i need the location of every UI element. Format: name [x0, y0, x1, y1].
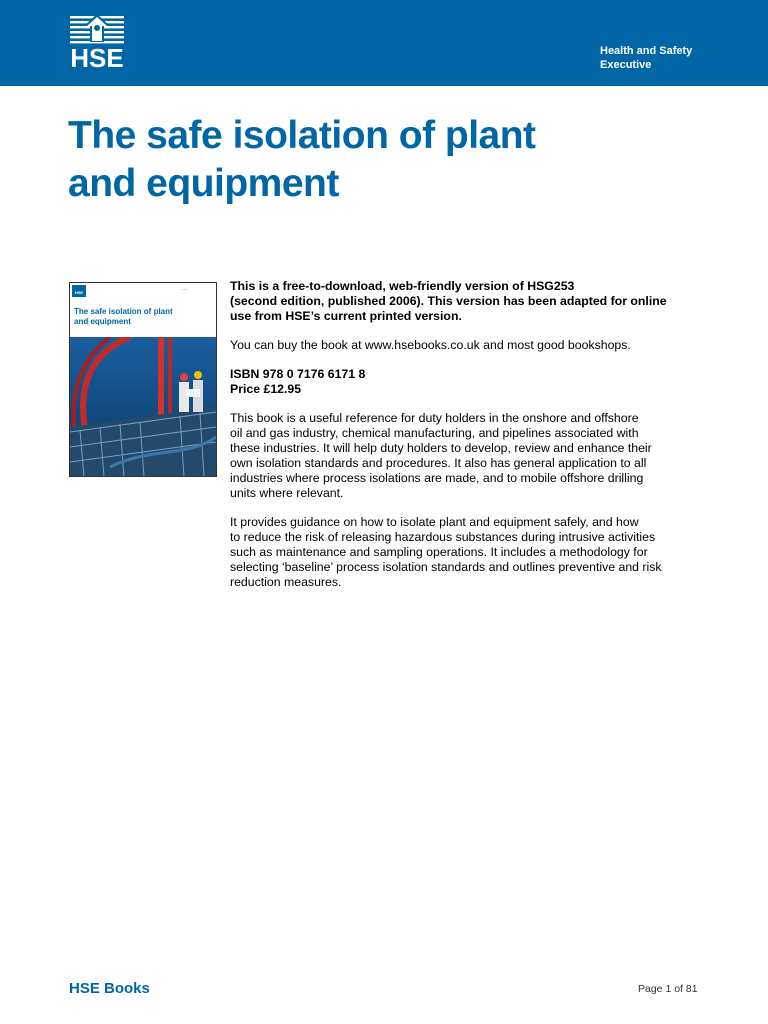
buy-paragraph: [230, 338, 698, 353]
cover-logo-text: HSE: [74, 290, 84, 295]
title-line2: and equipment: [68, 162, 339, 205]
cover-org-mark: ——: [182, 287, 188, 291]
cover-title-line1: The safe isolation of plant: [74, 307, 173, 316]
description-line: these industries. It will help duty holders to develop, review and enhance their: [230, 441, 652, 455]
description-line: own isolation standards and procedures. It also has general application to all: [230, 456, 647, 470]
isbn: ISBN 978 0 7176 6171 8: [230, 367, 366, 381]
guidance-line: to reduce the risk of releasing hazardous substances during intrusive activities: [230, 530, 656, 544]
footer-brand: HSE Books: [69, 980, 150, 997]
logo-text: HSE: [70, 43, 124, 73]
hse-logo: [68, 14, 126, 72]
document-title: [68, 112, 688, 208]
description-line: oil and gas industry, chemical manufacturing, and pipelines associated with: [230, 426, 639, 440]
cover-photo: [70, 337, 216, 477]
description-paragraph: [230, 411, 698, 501]
guidance-line: such as maintenance and sampling operations. It includes a methodology for: [230, 545, 648, 559]
cover-title-line2: and equipment: [74, 317, 131, 326]
title-line1: The safe isolation of plant: [68, 114, 536, 157]
buy-text: You can buy the book at www.hsebooks.co.uk and most good bookshops.: [230, 338, 631, 352]
intro-text: [230, 279, 698, 604]
book-cover-image: [69, 282, 217, 477]
org-name-line1: Health and Safety: [600, 45, 693, 57]
lead-line: use from HSE’s current printed version.: [230, 309, 462, 323]
guidance-line: reduction measures.: [230, 575, 342, 589]
guidance-paragraph: [230, 515, 698, 590]
hse-logo-icon: [70, 14, 124, 44]
header-band: [0, 0, 768, 86]
guidance-line: It provides guidance on how to isolate plant and equipment safely, and how: [230, 515, 639, 529]
guidance-line: selecting ‘baseline’ process isolation standards and outlines preventive and risk: [230, 560, 662, 574]
lead-paragraph: [230, 279, 698, 324]
description-line: industries where process isolations are made, and to mobile offshore drilling: [230, 471, 644, 485]
cover-header: [70, 283, 216, 337]
lead-line: (second edition, published 2006). This version has been adapted for online: [230, 294, 667, 308]
org-name-line2: Executive: [600, 59, 652, 71]
isbn-price-block: [230, 367, 698, 397]
price: Price £12.95: [230, 382, 302, 396]
lead-line: This is a free-to-download, web-friendly version of HSG253: [230, 279, 575, 293]
description-line: This book is a useful reference for duty holders in the onshore and offshore: [230, 411, 639, 425]
org-name: [600, 44, 692, 72]
page-number: Page 1 of 81: [638, 983, 698, 995]
cover-title: [74, 307, 214, 327]
description-line: units where relevant.: [230, 486, 344, 500]
